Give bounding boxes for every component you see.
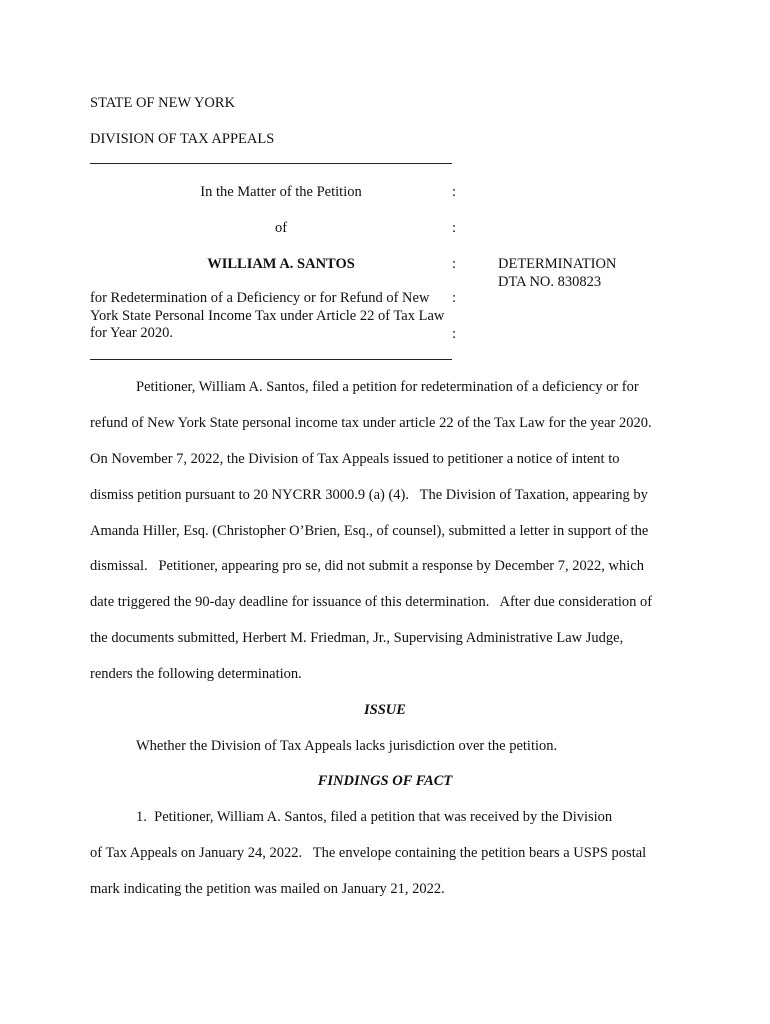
caption-top-rule [90,163,452,164]
intro-line: date triggered the 90-day deadline for issuance of this determination. After due consideration of [90,594,653,610]
caption-purpose: for Redetermination of a Deficiency or for Refund of New York State Personal Income Tax under Article 22 of Tax Law for Year 2020. [90,290,445,341]
caption-colon: : [452,256,457,272]
caption-of: of [274,220,288,236]
state-heading: STATE OF NEW YORK [90,95,236,111]
caption-colon: : [452,220,457,236]
caption-colon: : [452,326,457,342]
issue-text: Whether the Division of Tax Appeals lacks jurisdiction over the petition. [136,738,558,754]
dta-number: DTA NO. 830823 [498,273,602,290]
finding-line: mark indicating the petition was mailed on January 21, 2022. [90,881,445,897]
intro-line: refund of New York State personal income tax under article 22 of the Tax Law for the year 2020. [90,415,652,431]
determination-title: DETERMINATION [498,256,617,272]
determination-block [498,256,616,291]
caption-colon: : [452,290,457,306]
caption-bottom-rule [90,359,452,360]
caption-colon: : [452,184,457,200]
intro-line: renders the following determination. [90,666,302,682]
intro-line: dismissal. Petitioner, appearing pro se, did not submit a response by December 7, 2022, which [90,558,644,574]
intro-line: On November 7, 2022, the Division of Tax Appeals issued to petitioner a notice of intent to [90,451,620,467]
intro-line: Amanda Hiller, Esq. (Christopher O’Brien, Esq., of counsel), submitted a letter in support of the [90,523,649,539]
issue-heading: ISSUE [364,702,406,718]
caption-matter: In the Matter of the Petition [200,184,362,200]
finding-line: 1. Petitioner, William A. Santos, filed a petition that was received by the Division [136,809,613,825]
division-heading: DIVISION OF TAX APPEALS [90,131,275,147]
caption-petitioner-name: WILLIAM A. SANTOS [207,256,355,272]
finding-line: of Tax Appeals on January 24, 2022. The envelope containing the petition bears a USPS postal [90,845,647,861]
intro-line: dismiss petition pursuant to 20 NYCRR 3000.9 (a) (4). The Division of Taxation, appearing by [90,487,648,503]
findings-heading: FINDINGS OF FACT [317,773,453,789]
intro-line: Petitioner, William A. Santos, filed a petition for redetermination of a deficiency or for [136,379,639,395]
intro-line: the documents submitted, Herbert M. Friedman, Jr., Supervising Administrative Law Judge, [90,630,624,646]
